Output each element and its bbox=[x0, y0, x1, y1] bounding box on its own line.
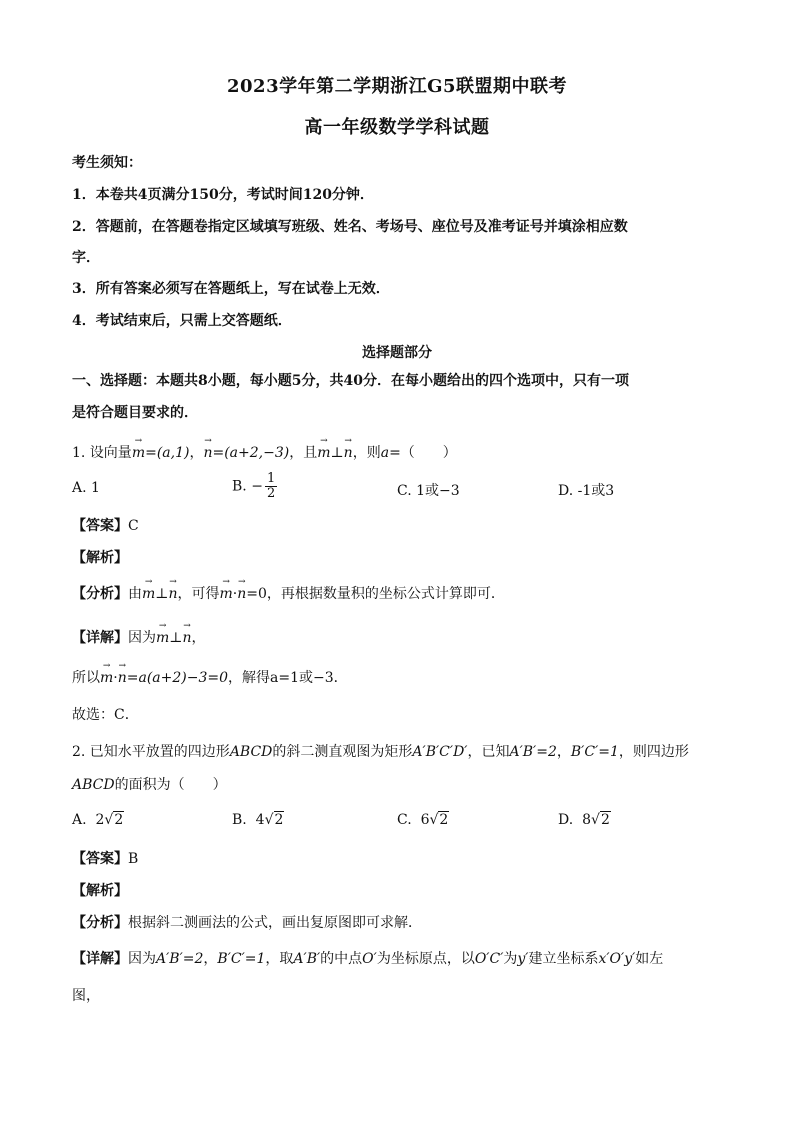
q1-option-c: C. 1或−3 bbox=[397, 483, 460, 499]
fraction-denominator: 2 bbox=[266, 486, 276, 501]
q2-option-d bbox=[558, 812, 611, 828]
xiangjie-text: 建立坐标系 bbox=[528, 951, 599, 967]
notice-item: 3．所有答案必须写在答题纸上，写在试卷上无效． bbox=[72, 281, 390, 297]
fenxi-text: 根据斜二测画法的公式，画出复原图即可求解． bbox=[128, 915, 422, 931]
sqrt: √2 bbox=[104, 812, 124, 828]
notice-item: 1．本卷共4页满分150分，考试时间120分钟． bbox=[72, 187, 374, 203]
vector-n: → n bbox=[168, 586, 177, 602]
xiangjie-text: 因为 bbox=[128, 951, 156, 967]
vector-m: → m bbox=[132, 445, 145, 461]
sqrt: √2 bbox=[591, 812, 610, 828]
xiangjie-text: 的中点 bbox=[320, 951, 363, 967]
option-coef: 8 bbox=[582, 812, 592, 828]
q2-bc-eq: B′C′=1 bbox=[217, 951, 266, 967]
fraction bbox=[265, 472, 277, 501]
q2-abcd: ABCD bbox=[72, 777, 115, 793]
q1-stem bbox=[72, 442, 457, 462]
q1-m-def: =(a,1) bbox=[145, 445, 190, 461]
q2-text: 2. 已知水平放置的四边形 bbox=[72, 744, 230, 760]
suoyi-equation: =a(a+2)−3=0 bbox=[126, 670, 229, 686]
q2-xiangjie-line1: 【详解】因为A′B′=2，B′C′=1，取A′B′的中点O′为坐标原点，以O′C′为y′建立坐标系x′O′y′如左 bbox=[72, 951, 664, 967]
jiede-text: ，解得a=1或−3． bbox=[228, 670, 348, 686]
option-coef: 2 bbox=[95, 812, 105, 828]
fenxi-text: 由 bbox=[128, 586, 142, 602]
q1-suoyi: 所以→ m·→ n=a(a+2)−3=0，解得a=1或−3． bbox=[72, 667, 348, 687]
fenxi-text: =0，再根据数量积的坐标公式计算即可． bbox=[246, 586, 505, 602]
xiangjie-text: 为坐标原点，以 bbox=[376, 951, 475, 967]
vector-m: → m bbox=[142, 586, 155, 602]
vector-n: → n bbox=[118, 670, 127, 686]
option-label: B. bbox=[232, 812, 247, 828]
vector-m: → m bbox=[156, 630, 169, 646]
q1-comma: ， bbox=[189, 445, 204, 461]
q1-option-b bbox=[232, 472, 279, 501]
perp-symbol: ⊥ bbox=[155, 586, 169, 602]
q1-n-def: =(a+2,−3) bbox=[212, 445, 290, 461]
section-title: 选择题部分 bbox=[362, 345, 432, 361]
q2-ab: A′B′ bbox=[293, 951, 321, 967]
q2-abcd: ABCD bbox=[229, 744, 273, 760]
sqrt: √2 bbox=[264, 812, 284, 828]
vector-n: → n bbox=[182, 630, 191, 646]
perp-symbol: ⊥ bbox=[330, 445, 344, 461]
q1-a-var: a bbox=[380, 445, 390, 461]
q2-text: ，则四边形 bbox=[618, 744, 689, 760]
notice-heading: 考生须知： bbox=[72, 155, 142, 171]
vector-m: → m bbox=[219, 586, 232, 602]
q1-option-a: A. 1 bbox=[72, 480, 100, 496]
q1-answer bbox=[72, 515, 139, 535]
vector-m: → m bbox=[100, 670, 113, 686]
option-coef: 4 bbox=[255, 812, 265, 828]
option-coef: 6 bbox=[420, 812, 430, 828]
suoyi-text: 所以 bbox=[72, 670, 100, 686]
q2-text: 的斜二测直观图为矩形 bbox=[272, 744, 413, 760]
q2-option-c bbox=[397, 812, 449, 828]
vector-m: → m bbox=[317, 445, 330, 461]
q2-oc: O′C′ bbox=[474, 951, 504, 967]
xiangjie-text: 如左 bbox=[635, 951, 664, 967]
q2-fenxi bbox=[72, 912, 422, 932]
perp-symbol: ⊥ bbox=[169, 630, 183, 646]
vector-n: → n bbox=[203, 445, 212, 461]
sqrt-radicand: 2 bbox=[439, 812, 449, 828]
q2-coord-system: x′O′y′ bbox=[598, 951, 636, 967]
q1-option-b-sign: − bbox=[251, 478, 263, 495]
answer-tag: 【答案】 bbox=[72, 851, 128, 867]
option-label: A. bbox=[72, 812, 87, 828]
xiangjie-text: 为 bbox=[503, 951, 518, 967]
vector-n: → n bbox=[344, 445, 353, 461]
q1-cond: ，且 bbox=[289, 445, 318, 461]
q1-xiangjie: 【详解】因为→ m⊥→ n， bbox=[72, 627, 205, 647]
xiangjie-text: ，取 bbox=[265, 951, 294, 967]
section-intro: 一、选择题：本题共8小题，每小题5分，共40分．在每小题给出的四个选项中，只有一项 bbox=[72, 373, 629, 389]
fraction-numerator: 1 bbox=[266, 471, 276, 486]
xiangjie-text: 因为 bbox=[128, 630, 156, 646]
q2-option-b bbox=[232, 812, 284, 828]
exam-title: 2023学年第二学期浙江G5联盟期中联考 bbox=[227, 76, 567, 97]
exam-subtitle: 高一年级数学学科试题 bbox=[304, 117, 490, 138]
section-intro: 是符合题目要求的． bbox=[72, 405, 198, 421]
q2-stem-line1: 2. 已知水平放置的四边形ABCD的斜二测直观图为矩形A′B′C′D′，已知A′B′=2，B′C′=1，则四边形 bbox=[72, 744, 689, 760]
q2-stem-line2 bbox=[72, 774, 227, 794]
xiangjie-tag: 【详解】 bbox=[72, 951, 128, 967]
q2-y-axis: y′ bbox=[517, 951, 529, 967]
fenxi-tag: 【分析】 bbox=[72, 586, 128, 602]
notice-item: 2．答题前，在答题卷指定区域填写班级、姓名、考场号、座位号及准考证号并填涂相应数 bbox=[72, 219, 628, 235]
q1-option-d: D. -1或3 bbox=[558, 483, 615, 499]
fenxi-text: ，可得 bbox=[177, 586, 220, 602]
q1-stem-prefix: 1. 设向量 bbox=[72, 445, 132, 461]
q2-rect: A′B′C′D′ bbox=[412, 744, 468, 760]
q2-xiangjie-line2: 图， bbox=[72, 988, 100, 1004]
sqrt: √2 bbox=[429, 812, 449, 828]
sqrt-radicand: 2 bbox=[274, 812, 284, 828]
fenxi-tag: 【分析】 bbox=[72, 915, 128, 931]
notice-item: 字． bbox=[72, 250, 100, 266]
q2-text: 的面积为（ ） bbox=[114, 777, 227, 793]
q2-ab-eq: A′B′=2 bbox=[509, 744, 557, 760]
q1-ask: ，则 bbox=[352, 445, 381, 461]
q1-option-b-label: B. bbox=[232, 478, 247, 495]
answer-value: C bbox=[128, 518, 139, 534]
answer-value: B bbox=[128, 851, 139, 867]
notice-item: 4．考试结束后，只需上交答题纸． bbox=[72, 313, 292, 329]
sqrt-radicand: 2 bbox=[600, 812, 610, 828]
xiangjie-tag: 【详解】 bbox=[72, 630, 128, 646]
sqrt-radicand: 2 bbox=[114, 812, 124, 828]
q2-option-a bbox=[72, 812, 124, 828]
q2-answer bbox=[72, 848, 138, 868]
q1-conclusion: 故选：C． bbox=[72, 707, 139, 723]
q2-origin: O′ bbox=[362, 951, 377, 967]
q2-analysis-tag: 【解析】 bbox=[72, 883, 128, 899]
q2-ab-eq: A′B′=2 bbox=[156, 951, 204, 967]
option-label: C. bbox=[397, 812, 412, 828]
q2-text: ，已知 bbox=[467, 744, 510, 760]
answer-tag: 【答案】 bbox=[72, 518, 128, 534]
vector-n: → n bbox=[237, 586, 246, 602]
q2-bc-eq: B′C′=1 bbox=[570, 744, 619, 760]
q1-analysis-tag: 【解析】 bbox=[72, 550, 128, 566]
q1-paren: =（ ） bbox=[389, 445, 457, 461]
q1-fenxi: 【分析】由→ m⊥→ n，可得→ m·→ n=0，再根据数量积的坐标公式计算即可． bbox=[72, 583, 505, 603]
option-label: D. bbox=[558, 812, 574, 828]
